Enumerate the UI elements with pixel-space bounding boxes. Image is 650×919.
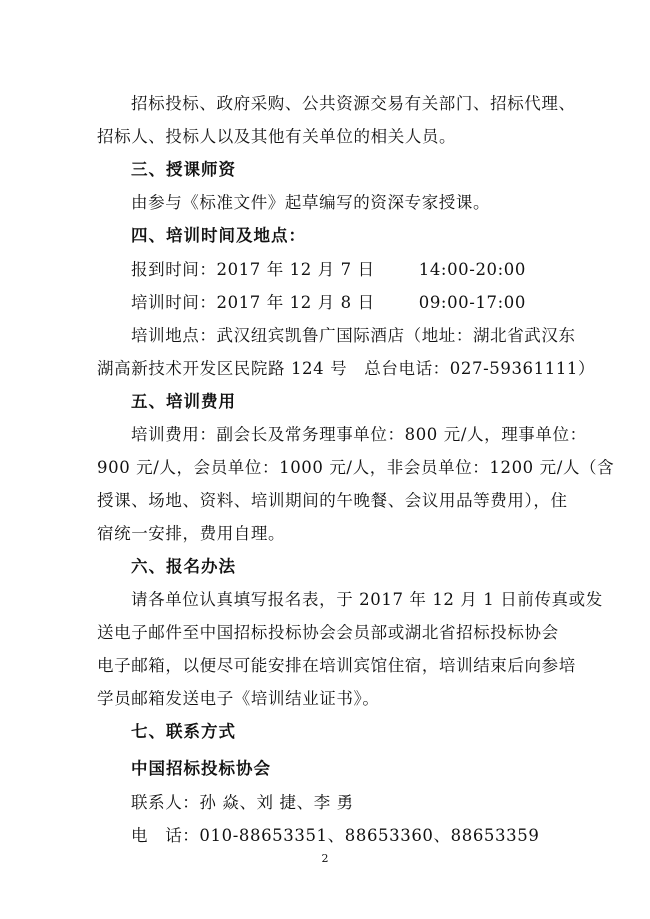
- section2-line-2: 招标人、投标人以及其他有关单位的相关人员。: [97, 127, 457, 146]
- report-time-row: [131, 256, 526, 280]
- report-date: 报到时间：2017 年 12 月 7 日: [131, 260, 375, 279]
- register-line-4: 学员邮箱发送电子《培训结业证书》。: [97, 689, 380, 708]
- fee-line-3: 授课、场地、资料、培训期间的午晚餐、会议用品等费用），住: [97, 491, 568, 510]
- register-line-3: 电子邮箱，以便尽可能安排在培训宾馆住宿，培训结束后向参培: [97, 656, 576, 675]
- page-number: 2: [321, 852, 329, 865]
- train-hours: 09:00-17:00: [418, 293, 526, 312]
- contact-org: 中国招标投标协会: [131, 759, 271, 778]
- section2-line-1: 招标投标、政府采购、公共资源交易有关部门、招标代理、: [131, 94, 576, 113]
- fee-line-1: 培训费用：副会长及常务理事单位：800 元/人，理事单位：: [131, 425, 587, 444]
- section5-heading: 五、培训费用: [131, 392, 236, 411]
- venue-line-1: 培训地点：武汉纽宾凯鲁广国际酒店（地址：湖北省武汉东: [131, 326, 576, 345]
- register-line-1: 请各单位认真填写报名表，于 2017 年 12 月 1 日前传真或发: [131, 590, 603, 609]
- contact-persons: 联系人：孙 焱、刘 捷、李 勇: [131, 793, 354, 812]
- venue-line-2: 湖高新技术开发区民院路 124 号 总台电话：027-59361111）: [97, 359, 596, 378]
- train-date: 培训时间：2017 年 12 月 8 日: [131, 293, 375, 312]
- section4-heading: 四、培训时间及地点：: [131, 226, 306, 245]
- section3-text: 由参与《标准文件》起草编写的资深专家授课。: [131, 193, 491, 212]
- section7-heading: 七、联系方式: [131, 722, 236, 741]
- register-line-2: 送电子邮件至中国招标投标协会会员部或湖北省招标投标协会: [97, 623, 559, 642]
- section3-heading: 三、授课师资: [131, 160, 236, 179]
- report-hours: 14:00-20:00: [418, 260, 526, 279]
- train-time-row: [131, 289, 526, 313]
- fee-line-2: 900 元/人，会员单位：1000 元/人，非会员单位：1200 元/人（含: [97, 458, 615, 477]
- fee-line-4: 宿统一安排，费用自理。: [97, 524, 286, 543]
- section6-heading: 六、报名办法: [131, 557, 236, 576]
- contact-phone: 电 话：010-88653351、88653360、88653359: [131, 826, 540, 845]
